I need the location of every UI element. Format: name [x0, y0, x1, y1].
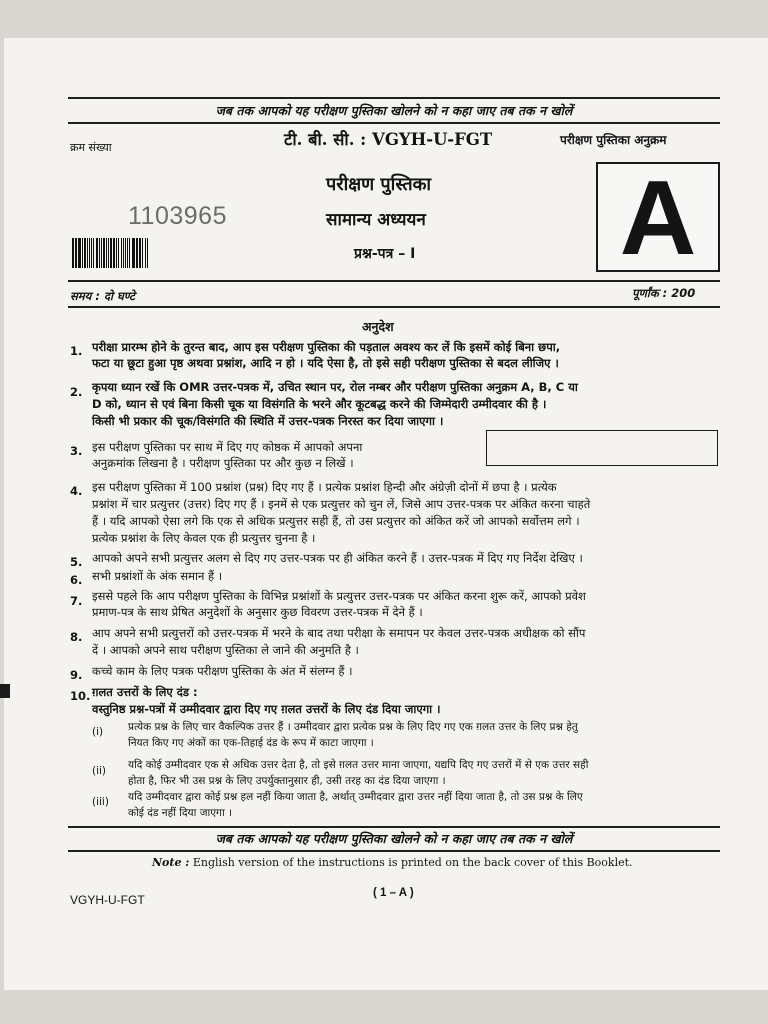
instruction-number: 8. — [70, 630, 83, 644]
booklet-title: परीक्षण पुस्तिका — [326, 174, 432, 195]
instruction-number: 4. — [70, 484, 83, 498]
barcode-bar — [136, 238, 137, 268]
barcode-bar — [103, 238, 105, 268]
barcode-bar — [91, 238, 93, 268]
instruction-line: हैं । यदि आपको ऐसा लगे कि एक से अधिक प्रत्युत्तर सही हैं, तो उस प्रत्युत्तर को अंकित करें जो आपको सर्वोत्तम लगे । — [92, 514, 580, 528]
instruction-number: 7. — [70, 594, 83, 608]
barcode-bar — [110, 238, 112, 268]
barcode-bar — [113, 238, 115, 268]
barcode-bar — [116, 238, 117, 268]
barcode-bar — [121, 238, 123, 268]
series-letter-box — [596, 159, 720, 277]
instruction-number: 9. — [70, 668, 83, 682]
subject-title: सामान्य अध्ययन — [326, 210, 426, 230]
barcode-bar — [75, 238, 76, 268]
barcode-bar — [101, 238, 102, 268]
footer-code: VGYH-U-FGT — [70, 893, 145, 907]
barcode-bar — [147, 238, 148, 268]
instruction-number: 1. — [70, 344, 83, 358]
instruction-line: D को, ध्यान से एवं बिना किसी चूक या विसंगति के भरने और कूटबद्ध करने की जिम्मेदारी उम्मीदवार की है । — [92, 397, 547, 411]
serial-number: 1103965 — [128, 202, 227, 230]
instruction-line: कच्चे काम के लिए पत्रक परीक्षण पुस्तिका के अंत में संलग्न हैं । — [92, 664, 353, 678]
max-marks: पूर्णांक : 200 — [632, 286, 696, 300]
booklet-code: टी. बी. सी. : VGYH-U-FGT — [284, 130, 493, 149]
barcode — [72, 238, 149, 268]
paper-title: प्रश्न-पत्र – I — [354, 246, 416, 262]
barcode-bar — [137, 238, 138, 268]
instruction-line: इस परीक्षण पुस्तिका में 100 प्रश्नांश (प्रश्न) दिए गए हैं । प्रत्येक प्रश्नांश हिन्दी और अंग्रेज़ी दोनों में छपा है । प्रत्येक — [92, 480, 557, 494]
note-text: English version of the instructions is printed on the back cover of this Booklet. — [192, 856, 633, 869]
instruction-line: आपको अपने सभी प्रत्युत्तर अलग से दिए गए उत्तर-पत्रक पर ही अंकित करने हैं । उत्तर-पत्रक में दिए गए निर्देश देखिए । — [92, 551, 583, 565]
barcode-bar — [118, 238, 119, 268]
penalty-line: होता है, फिर भी उस प्रश्न के लिए उपर्युक्तानुसार ही, उसी तरह का दंड दिया जाएगा । — [128, 775, 446, 787]
instruction-line: परीक्षा प्रारम्भ होने के तुरन्त बाद, आप इस परीक्षण पुस्तिका की पड़ताल अवश्य कर लें कि इसमें कोई बिना छपा, — [92, 340, 561, 354]
instruction-line: सभी प्रश्नांशों के अंक समान हैं । — [92, 569, 223, 583]
instruction-line: प्रमाण-पत्र के साथ प्रेषित अनुदेशों के अनुसार कुछ विवरण उत्तर-पत्रक में देने हैं । — [92, 605, 423, 619]
page-number: ( 1 – A ) — [373, 887, 414, 899]
barcode-bar — [142, 238, 143, 268]
english-note — [152, 856, 633, 869]
penalty-line: यदि कोई उम्मीदवार एक से अधिक उत्तर देता है, तो इसे ग़लत उत्तर माना जाएगा, यद्यपि दिए गए उत्तरों में से एक उत्तर सही — [128, 759, 589, 771]
barcode-bar — [106, 238, 107, 268]
penalty-line: प्रत्येक प्रश्न के लिए चार वैकल्पिक उत्तर हैं । उम्मीदवार द्वारा प्रत्येक प्रश्न के लिए दिए गए एक ग़लत उत्तर के लिए प्रश्न हेतु — [128, 721, 578, 733]
barcode-bar — [93, 238, 94, 268]
barcode-bar — [125, 238, 126, 268]
instruction-line: अनुक्रमांक लिखना है । परीक्षण पुस्तिका पर और कुछ न लिखें । — [92, 456, 354, 470]
penalty-line: यदि उम्मीदवार द्वारा कोई प्रश्न हल नहीं किया जाता है, अर्थात् उम्मीदवार द्वारा उत्तर नहीं दिया जाता है, तो उस प्रश्न के लिए — [128, 791, 583, 803]
time-allowed: समय : दो घण्टे — [70, 289, 135, 303]
instruction-number: 5. — [70, 555, 83, 569]
barcode-bar — [145, 238, 147, 268]
instruction-line: आप अपने सभी प्रत्युत्तरों को उत्तर-पत्रक में भरने के बाद तथा परीक्षा के समापन पर केवल उत्तर-पत्रक अधीक्षक को सौंप — [92, 626, 586, 640]
barcode-bar — [87, 238, 88, 268]
instructions-heading: अनुदेश — [362, 319, 394, 334]
instruction-line: कृपया ध्यान रखें कि OMR उत्तर-पत्रक में, उचित स्थान पर, रोल नम्बर और परीक्षण पुस्तिका अनुक्रम A, B, C या — [92, 380, 578, 394]
barcode-bar — [76, 238, 77, 268]
instruction-number: 2. — [70, 385, 83, 399]
instruction-line: प्रत्येक प्रश्नांश के लिए केवल एक ही प्रत्युत्तर चुनना है । — [92, 531, 316, 545]
page-edge-mark — [0, 684, 10, 698]
instruction-number: 3. — [70, 444, 83, 458]
barcode-bar — [89, 238, 90, 268]
top-banner: जब तक आपको यह परीक्षण पुस्तिका खोलने को न कहा जाए तब तक न खोलें — [215, 103, 573, 118]
barcode-bar — [108, 238, 109, 268]
barcode-bar — [96, 238, 98, 268]
barcode-bar — [123, 238, 124, 268]
top-banner-rule — [68, 122, 720, 124]
penalty-line: कोई दंड नहीं दिया जाएगा । — [128, 807, 232, 819]
series-letter: A — [619, 159, 697, 277]
instruction-line: इस परीक्षण पुस्तिका पर साथ में दिए गए कोष्ठक में आपको अपना — [92, 440, 363, 454]
booklet-series-label: परीक्षण पुस्तिका अनुक्रम — [560, 133, 667, 147]
instruction-line: दें । आपको अपने साथ परीक्षण पुस्तिका ले जाने की अनुमति है । — [92, 643, 359, 657]
barcode-bar — [78, 238, 80, 268]
bottom-banner-rule — [68, 850, 720, 852]
barcode-bar — [84, 238, 86, 268]
instruction-number: 10. — [70, 689, 91, 703]
note-label: Note : — [152, 856, 190, 869]
time-rule — [68, 306, 720, 308]
instruction-number: 6. — [70, 573, 83, 587]
barcode-bar — [139, 238, 141, 268]
barcode-bar — [99, 238, 100, 268]
bottom-banner: जब तक आपको यह परीक्षण पुस्तिका खोलने को न कहा जाए तब तक न खोलें — [215, 831, 573, 846]
penalty-line: नियत किए गए अंकों का एक-तिहाई दंड के रूप में काटा जाएगा । — [128, 737, 374, 749]
top-rule — [68, 97, 720, 99]
barcode-bar — [82, 238, 83, 268]
header-rule — [68, 280, 720, 282]
instruction-line: इससे पहले कि आप परीक्षण पुस्तिका के विभिन्न प्रश्नांशों के प्रत्युत्तर उत्तर-पत्रक पर अंकित करना शुरू करें, आपको प्रवेश — [92, 589, 586, 603]
penalty-number: (i) — [92, 726, 104, 738]
serial-label: क्रम संख्या — [70, 141, 112, 154]
penalty-number: (ii) — [92, 765, 107, 777]
instruction-line: वस्तुनिष्ठ प्रश्न-पत्रों में उम्मीदवार द्वारा दिए गए ग़लत उत्तरों के लिए दंड दिया जाएगा । — [92, 702, 441, 716]
penalty-number: (iii) — [92, 796, 109, 808]
instruction-line: प्रश्नांश में चार प्रत्युत्तर (उत्तर) दिए गए हैं । इनमें से एक प्रत्युत्तर को चुन लें, जिसे आप उत्तर-पत्रक पर अंकित करना चाहते — [92, 497, 591, 511]
bottom-banner-rule-top — [68, 826, 720, 828]
barcode-bar — [129, 238, 130, 268]
barcode-bar — [132, 238, 134, 268]
barcode-bar — [127, 238, 129, 268]
barcode-bar — [72, 238, 74, 268]
roll-number-box[interactable] — [486, 430, 718, 466]
instruction-line: किसी भी प्रकार की चूक/विसंगति की स्थिति में उत्तर-पत्रक निरस्त कर दिया जाएगा । — [92, 414, 444, 428]
instruction-line: ग़लत उत्तरों के लिए दंड : — [92, 685, 198, 699]
instruction-line: फटा या छूटा हुआ पृष्ठ अथवा प्रश्नांश, आदि न हो । यदि ऐसा है, तो इसे सही परीक्षण पुस्तिका से बदल लीजिए । — [92, 356, 559, 370]
